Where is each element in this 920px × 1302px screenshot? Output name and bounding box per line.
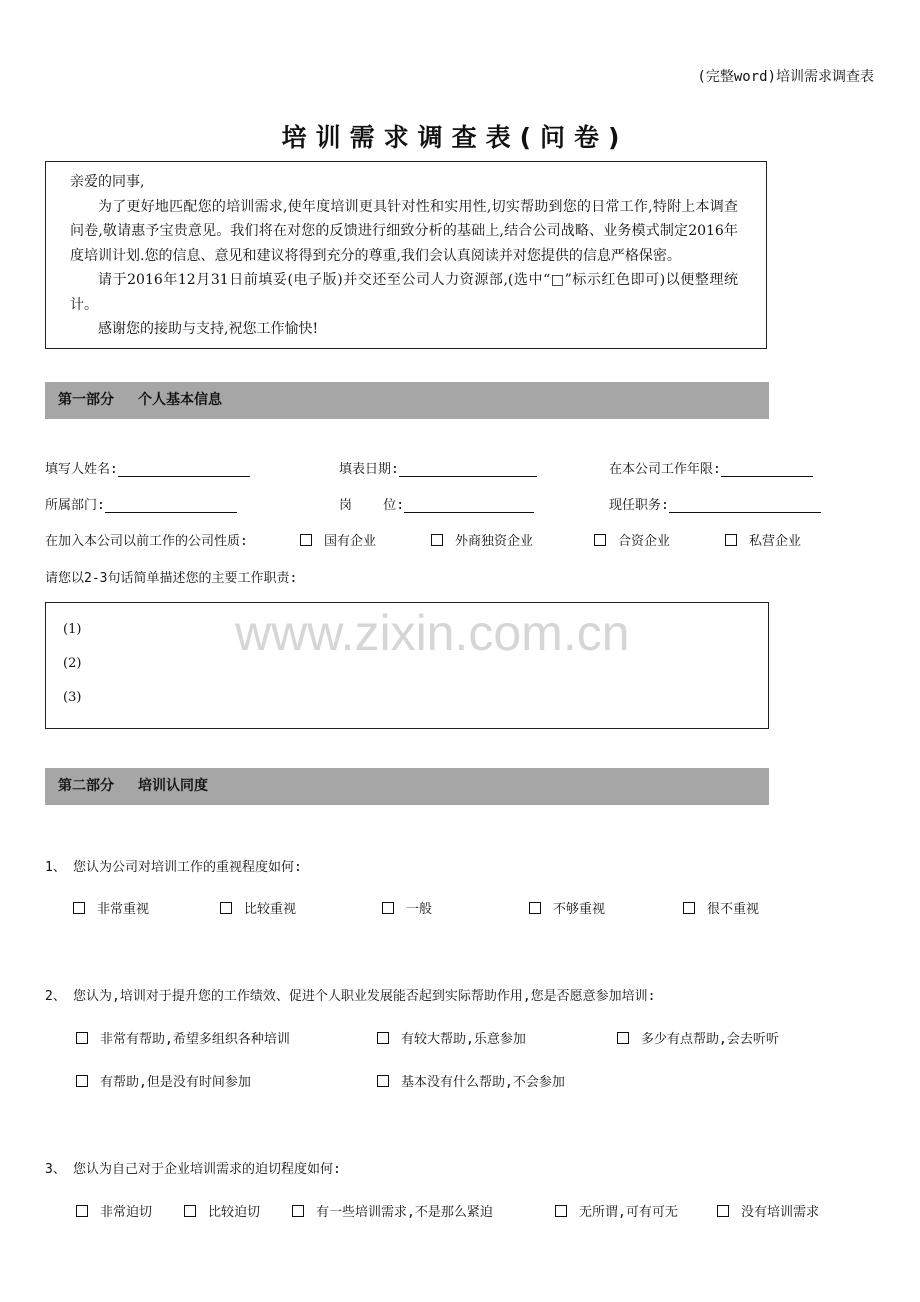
checkbox-icon[interactable] [617,1032,629,1044]
dept-field-label: 所属部门: [45,498,105,513]
question-3 [45,1158,341,1177]
checkbox-icon[interactable] [76,1205,88,1217]
company-type-option[interactable]: 合资企业 [594,530,670,549]
checkbox-icon[interactable] [76,1075,88,1087]
document-header-label: (完整word)培训需求调查表 [697,69,874,85]
q1-option[interactable]: 很不重视 [683,898,759,917]
q3-option[interactable]: 非常迫切 [76,1201,152,1220]
position-field[interactable] [609,494,821,513]
q2-option[interactable]: 有较大帮助,乐意参加 [377,1028,526,1047]
intro-paragraph-3: 感谢您的接助与支持,祝您工作愉快! [98,321,319,337]
intro-greeting: 亲爱的同事, [70,174,145,190]
checkbox-icon[interactable] [717,1205,729,1217]
watermark: www.zixin.com.cn [235,605,630,661]
checkbox-icon[interactable] [725,534,737,546]
q2-option[interactable]: 非常有帮助,希望多组织各种培训 [76,1028,290,1047]
post-field-label: 岗 位: [339,498,405,513]
company-type-option[interactable]: 私营企业 [725,530,801,549]
checkbox-icon[interactable] [76,1032,88,1044]
checkbox-icon[interactable] [73,902,85,914]
question-number: 2、 [45,989,66,1004]
q1-option[interactable]: 一般 [382,898,432,917]
dept-field-line[interactable] [105,497,237,513]
question-2 [45,985,655,1004]
section-2-part: 第二部分 [58,778,114,794]
section-2-title: 培训认同度 [138,778,208,794]
date-field[interactable] [339,458,537,477]
date-field-label: 填表日期: [339,462,399,477]
checkbox-icon[interactable] [555,1205,567,1217]
intro-paragraph-1: 为了更好地匹配您的培训需求,使年度培训更具针对性和实用性,切实帮助到您的日常工作,特附上本调查问卷,敬请惠予宝贵意见。我们将在对您的反馈进行细致分析的基础上,结合公司战略、业务模式制定2016年度培训计划.您的信息、意见和建议将得到充分的尊重,我们会认真阅读并对您提供的信息严格保密。 [70,198,738,264]
page-title: 培训需求调查表(问卷) [281,123,629,152]
section-1-header [45,382,769,419]
company-type-option[interactable]: 国有企业 [300,530,376,549]
duty-item: (3) [63,690,82,705]
question-number: 1、 [45,860,66,875]
question-number: 3、 [45,1162,66,1177]
checkbox-icon[interactable] [683,902,695,914]
years-field-line[interactable] [721,461,813,477]
years-field[interactable] [609,458,813,477]
position-field-line[interactable] [669,497,821,513]
checkbox-icon[interactable] [377,1032,389,1044]
name-field-label: 填写人姓名: [45,462,118,477]
q2-option[interactable]: 基本没有什么帮助,不会参加 [377,1071,565,1090]
section-1-title: 个人基本信息 [138,392,222,408]
position-field-label: 现任职务: [609,498,669,513]
checkbox-icon[interactable] [529,902,541,914]
post-field[interactable] [339,494,534,513]
duty-item: (1) [63,622,82,637]
checkbox-icon[interactable] [377,1075,389,1087]
company-type-label: 在加入本公司以前工作的公司性质: [45,534,248,549]
company-type-option[interactable]: 外商独资企业 [431,530,533,549]
question-1 [45,856,302,875]
intro-paragraph-2: 请于2016年12月31日前填妥(电子版)并交还至公司人力资源部,(选中“□”标示红色即可)以便整理统计。 [70,272,738,313]
date-field-line[interactable] [399,461,537,477]
section-2-header [45,768,769,805]
duty-prompt: 请您以2-3句话简单描述您的主要工作职责: [45,571,298,586]
q1-option[interactable]: 不够重视 [529,898,605,917]
checkbox-icon[interactable] [594,534,606,546]
checkbox-icon[interactable] [292,1205,304,1217]
checkbox-icon[interactable] [382,902,394,914]
checkbox-icon[interactable] [220,902,232,914]
question-text: 您认为公司对培训工作的重视程度如何: [73,860,302,875]
question-text: 您认为,培训对于提升您的工作绩效、促进个人职业发展能否起到实际帮助作用,您是否愿意参加培训: [73,989,656,1004]
q3-option[interactable]: 无所谓,可有可无 [555,1201,678,1220]
checkbox-icon[interactable] [300,534,312,546]
q3-option[interactable]: 有一些培训需求,不是那么紧迫 [292,1201,493,1220]
name-field-line[interactable] [118,461,250,477]
checkbox-icon[interactable] [184,1205,196,1217]
q1-option[interactable]: 非常重视 [73,898,149,917]
checkbox-icon[interactable] [431,534,443,546]
post-field-line[interactable] [404,497,534,513]
years-field-label: 在本公司工作年限: [609,462,721,477]
q2-option[interactable]: 有帮助,但是没有时间参加 [76,1071,251,1090]
name-field[interactable] [45,458,250,477]
question-text: 您认为自己对于企业培训需求的迫切程度如何: [73,1162,341,1177]
q2-option[interactable]: 多少有点帮助,会去听听 [617,1028,779,1047]
dept-field[interactable] [45,494,237,513]
q3-option[interactable]: 比较迫切 [184,1201,260,1220]
duty-item: (2) [63,656,82,671]
q1-option[interactable]: 比较重视 [220,898,296,917]
intro-letter-box [45,161,767,349]
q3-option[interactable]: 没有培训需求 [717,1201,819,1220]
section-1-part: 第一部分 [58,392,114,408]
